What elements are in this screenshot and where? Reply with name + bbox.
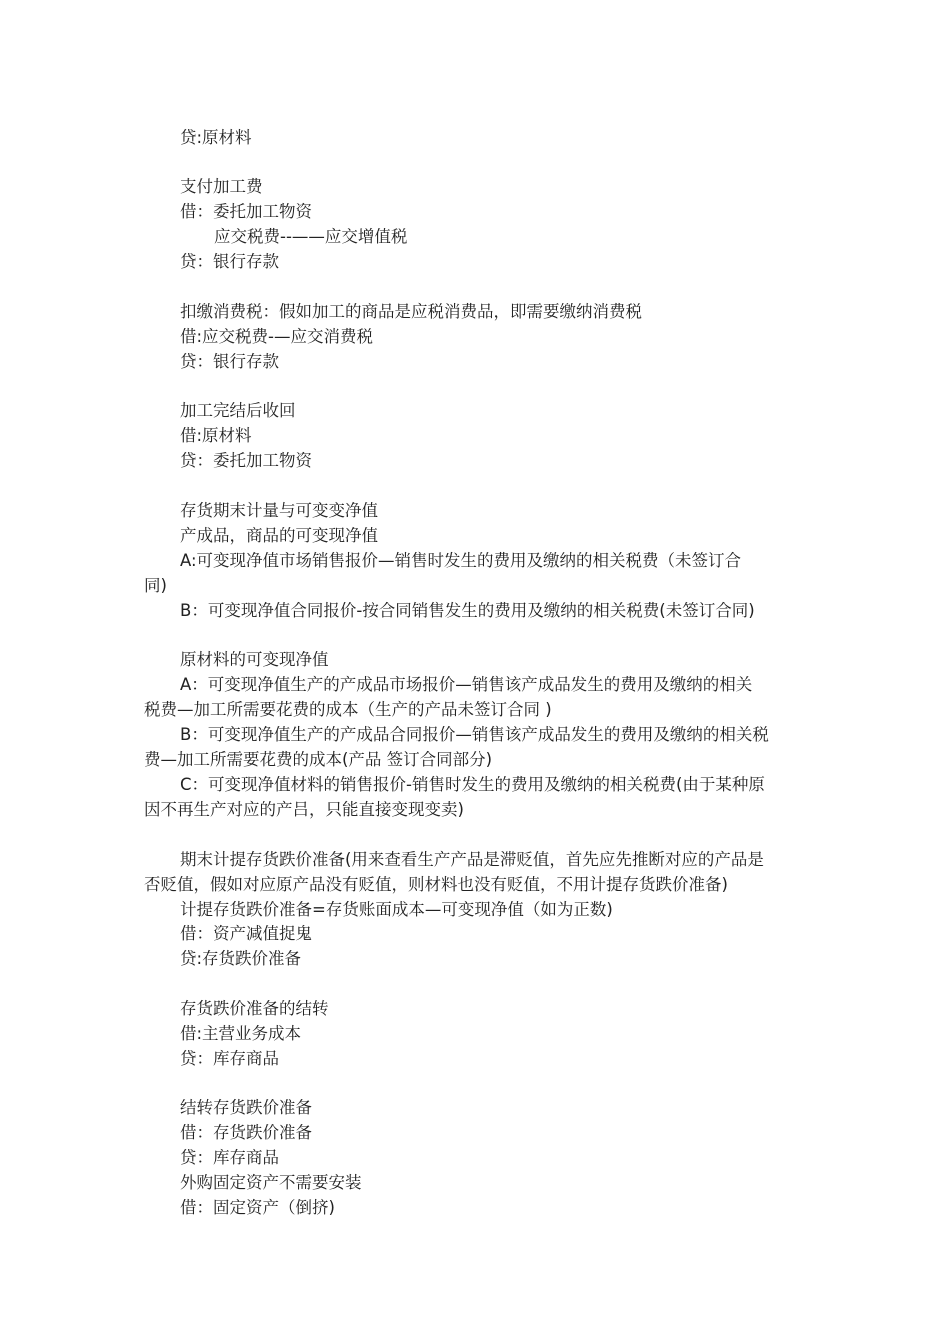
text-line: A:可变现净值市场销售报价—销售时发生的费用及缴纳的相关税费（未签订合 — [180, 551, 742, 570]
text-line: 借：存货跌价准备 — [180, 1123, 312, 1142]
text-line: B：可变现净值生产的产成品合同报价—销售该产成品发生的费用及缴纳的相关税 — [180, 725, 769, 744]
text-line: 借:应交税费-—应交消费税 — [180, 327, 374, 346]
text-line: 产成品，商品的可变现净值 — [180, 526, 378, 545]
text-line: 原材料的可变现净值 — [180, 650, 329, 669]
text-line: 支付加工费 — [180, 177, 263, 196]
text-line: C：可变现净值材料的销售报价-销售时发生的费用及缴纳的相关税费(由于某种原 — [180, 775, 765, 794]
text-line: 贷:存货跌价准备 — [180, 949, 302, 968]
text-line: 因不再生产对应的产吕，只能直接变现变卖) — [144, 800, 464, 819]
text-line: 加工完结后收回 — [180, 401, 296, 420]
text-line: 贷：库存商品 — [180, 1049, 279, 1068]
text-line: 期末计提存货跌价准备(用来查看生产产品是滞贬值，首先应先推断对应的产品是 — [180, 850, 764, 869]
text-line: A：可变现净值生产的产成品市场报价—销售该产成品发生的费用及缴纳的相关 — [180, 675, 753, 694]
text-line: 借:主营业务成本 — [180, 1024, 302, 1043]
text-line: 扣缴消费税：假如加工的商品是应税消费品，即需要缴纳消费税 — [180, 302, 642, 321]
text-line: 存货期末计量与可变变净值 — [180, 501, 378, 520]
text-line: B：可变现净值合同报价-按合同销售发生的费用及缴纳的相关税费(未签订合同) — [180, 601, 755, 620]
text-line: 税费—加工所需要花费的成本（生产的产品未签订合同 ) — [144, 700, 552, 719]
text-line: 应交税费--——应交增值税 — [214, 227, 408, 246]
text-line: 计提存货跌价准备=存货账面成本—可变现净值（如为正数) — [180, 900, 613, 919]
text-line: 同) — [144, 576, 167, 595]
text-line: 借:原材料 — [180, 426, 252, 445]
text-line: 贷：银行存款 — [180, 352, 279, 371]
text-line: 否贬值，假如对应原产品没有贬值，则材料也没有贬值，不用计提存货跌价准备) — [144, 875, 728, 894]
text-line: 借：委托加工物资 — [180, 202, 312, 221]
text-line: 贷：银行存款 — [180, 252, 279, 271]
text-line: 结转存货跌价准备 — [180, 1098, 312, 1117]
text-line: 贷:原材料 — [180, 128, 252, 147]
text-line: 借：资产减值捉鬼 — [180, 924, 312, 943]
text-line: 费—加工所需要花费的成本(产品 签订合同部分) — [144, 750, 493, 769]
text-line: 借：固定资产（倒挤) — [180, 1198, 335, 1217]
text-line: 贷：库存商品 — [180, 1148, 279, 1167]
text-line: 存货跌价准备的结转 — [180, 999, 329, 1018]
text-line: 外购固定资产不需要安装 — [180, 1173, 362, 1192]
text-line: 贷：委托加工物资 — [180, 451, 312, 470]
